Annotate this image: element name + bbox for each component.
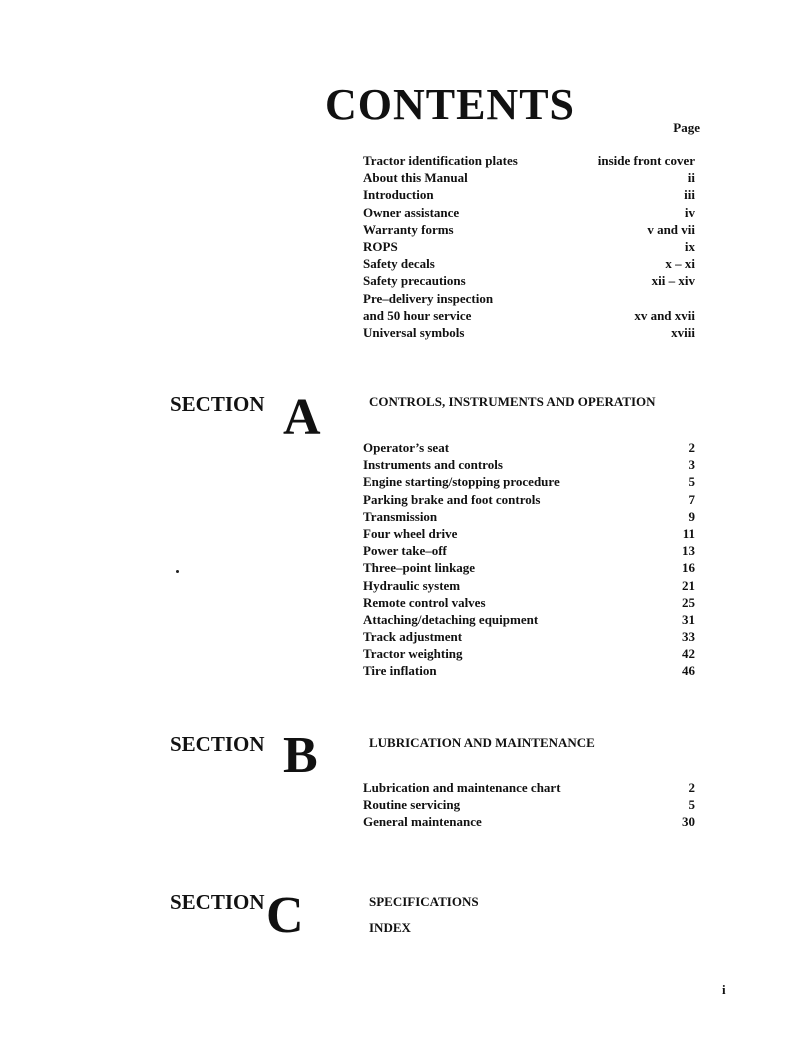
toc-row bbox=[363, 204, 695, 221]
toc-label: Four wheel drive bbox=[363, 525, 458, 541]
toc-label: Pre–delivery inspection bbox=[363, 290, 494, 306]
toc-label: About this Manual bbox=[363, 170, 468, 186]
toc-row bbox=[363, 628, 695, 645]
toc-label: Three–point linkage bbox=[363, 560, 476, 576]
toc-page: 16 bbox=[682, 560, 695, 576]
toc-page: xviii bbox=[671, 324, 695, 340]
toc-label: Tractor identification plates bbox=[363, 153, 518, 168]
toc-page: 46 bbox=[682, 663, 695, 679]
section-a-list bbox=[363, 439, 695, 680]
toc-row bbox=[363, 324, 695, 341]
toc-label: Engine starting/stopping procedure bbox=[363, 474, 560, 490]
toc-page: v and vii bbox=[647, 221, 695, 237]
toc-label: Remote control valves bbox=[363, 594, 486, 610]
section-c-subheading: INDEX bbox=[369, 920, 411, 935]
toc-row bbox=[363, 525, 695, 542]
toc-row bbox=[363, 290, 695, 307]
toc-row bbox=[363, 645, 695, 662]
toc-label: Routine servicing bbox=[363, 797, 461, 813]
toc-row bbox=[363, 473, 695, 490]
toc-label: ROPS bbox=[363, 238, 398, 254]
toc-row bbox=[363, 542, 695, 559]
toc-row bbox=[363, 307, 695, 324]
toc-row bbox=[363, 779, 695, 796]
section-b-heading: LUBRICATION AND MAINTENANCE bbox=[369, 735, 595, 750]
toc-label: Introduction bbox=[363, 187, 434, 203]
toc-page: 33 bbox=[682, 629, 695, 645]
toc-row bbox=[363, 169, 695, 186]
toc-page: ix bbox=[684, 238, 695, 254]
toc-page: 9 bbox=[688, 508, 695, 524]
toc-page: ii bbox=[687, 170, 695, 186]
toc-label: Lubrication and maintenance chart bbox=[363, 780, 561, 795]
toc-row bbox=[363, 577, 695, 594]
toc-page: 42 bbox=[682, 646, 695, 662]
section-b-word: SECTION bbox=[170, 732, 265, 756]
toc-label: Tractor weighting bbox=[363, 646, 463, 662]
toc-page: 3 bbox=[688, 457, 695, 473]
toc-page: 13 bbox=[682, 543, 695, 559]
toc-row bbox=[363, 255, 695, 272]
toc-row bbox=[363, 439, 695, 456]
toc-label: Transmission bbox=[363, 508, 438, 524]
front-matter-list bbox=[363, 152, 695, 341]
toc-row bbox=[363, 238, 695, 255]
toc-label: Hydraulic system bbox=[363, 577, 461, 593]
page-column-header: Page bbox=[673, 120, 700, 135]
page-title: CONTENTS bbox=[324, 80, 576, 130]
toc-label: Instruments and controls bbox=[363, 457, 503, 473]
toc-row bbox=[363, 456, 695, 473]
print-speck bbox=[176, 570, 179, 573]
toc-page: 21 bbox=[682, 577, 695, 593]
toc-label: Track adjustment bbox=[363, 629, 463, 645]
toc-row bbox=[363, 662, 695, 679]
toc-row bbox=[363, 559, 695, 576]
toc-page: 25 bbox=[682, 594, 695, 610]
toc-row bbox=[363, 491, 695, 508]
section-c-heading: SPECIFICATIONS bbox=[369, 894, 479, 909]
toc-label: Universal symbols bbox=[363, 324, 465, 340]
toc-row bbox=[363, 508, 695, 525]
toc-row bbox=[363, 152, 695, 169]
section-a-word: SECTION bbox=[170, 392, 265, 416]
toc-label: Tire inflation bbox=[363, 663, 437, 679]
toc-label: Safety precautions bbox=[363, 273, 466, 289]
toc-label: Attaching/detaching equipment bbox=[363, 611, 539, 627]
toc-label: Safety decals bbox=[363, 256, 435, 272]
toc-row bbox=[363, 813, 695, 830]
toc-page: 5 bbox=[688, 797, 695, 813]
toc-page: iii bbox=[684, 187, 695, 203]
toc-row bbox=[363, 221, 695, 238]
toc-label: Power take–off bbox=[363, 543, 447, 559]
toc-row bbox=[363, 272, 695, 289]
section-c-word: SECTION bbox=[170, 890, 265, 914]
section-b-letter: B bbox=[283, 727, 318, 784]
section-b-list bbox=[363, 779, 695, 831]
toc-row bbox=[363, 186, 695, 203]
toc-page: xv and xvii bbox=[634, 307, 695, 323]
section-a-letter: A bbox=[283, 389, 321, 446]
toc-page: x – xi bbox=[665, 256, 695, 272]
toc-page: xii – xiv bbox=[651, 273, 695, 289]
section-a-heading: CONTROLS, INSTRUMENTS AND OPERATION bbox=[369, 394, 656, 409]
toc-row bbox=[363, 611, 695, 628]
page-number: i bbox=[722, 982, 726, 997]
toc-page: iv bbox=[684, 204, 695, 220]
toc-row bbox=[363, 594, 695, 611]
toc-label: General maintenance bbox=[363, 814, 482, 830]
toc-page: inside front cover bbox=[597, 153, 695, 168]
toc-page: 31 bbox=[682, 611, 695, 627]
toc-page: 2 bbox=[688, 780, 695, 795]
toc-label: and 50 hour service bbox=[363, 307, 472, 323]
toc-page: 7 bbox=[688, 491, 695, 507]
toc-label: Parking brake and foot controls bbox=[363, 491, 541, 507]
section-c-letter: C bbox=[266, 887, 304, 944]
toc-label: Operator’s seat bbox=[363, 440, 450, 455]
toc-page: 30 bbox=[682, 814, 695, 830]
toc-page: 11 bbox=[682, 525, 695, 541]
toc-label: Warranty forms bbox=[363, 221, 454, 237]
toc-label: Owner assistance bbox=[363, 204, 460, 220]
toc-page: 2 bbox=[688, 440, 695, 455]
toc-page: 5 bbox=[688, 474, 695, 490]
toc-row bbox=[363, 796, 695, 813]
